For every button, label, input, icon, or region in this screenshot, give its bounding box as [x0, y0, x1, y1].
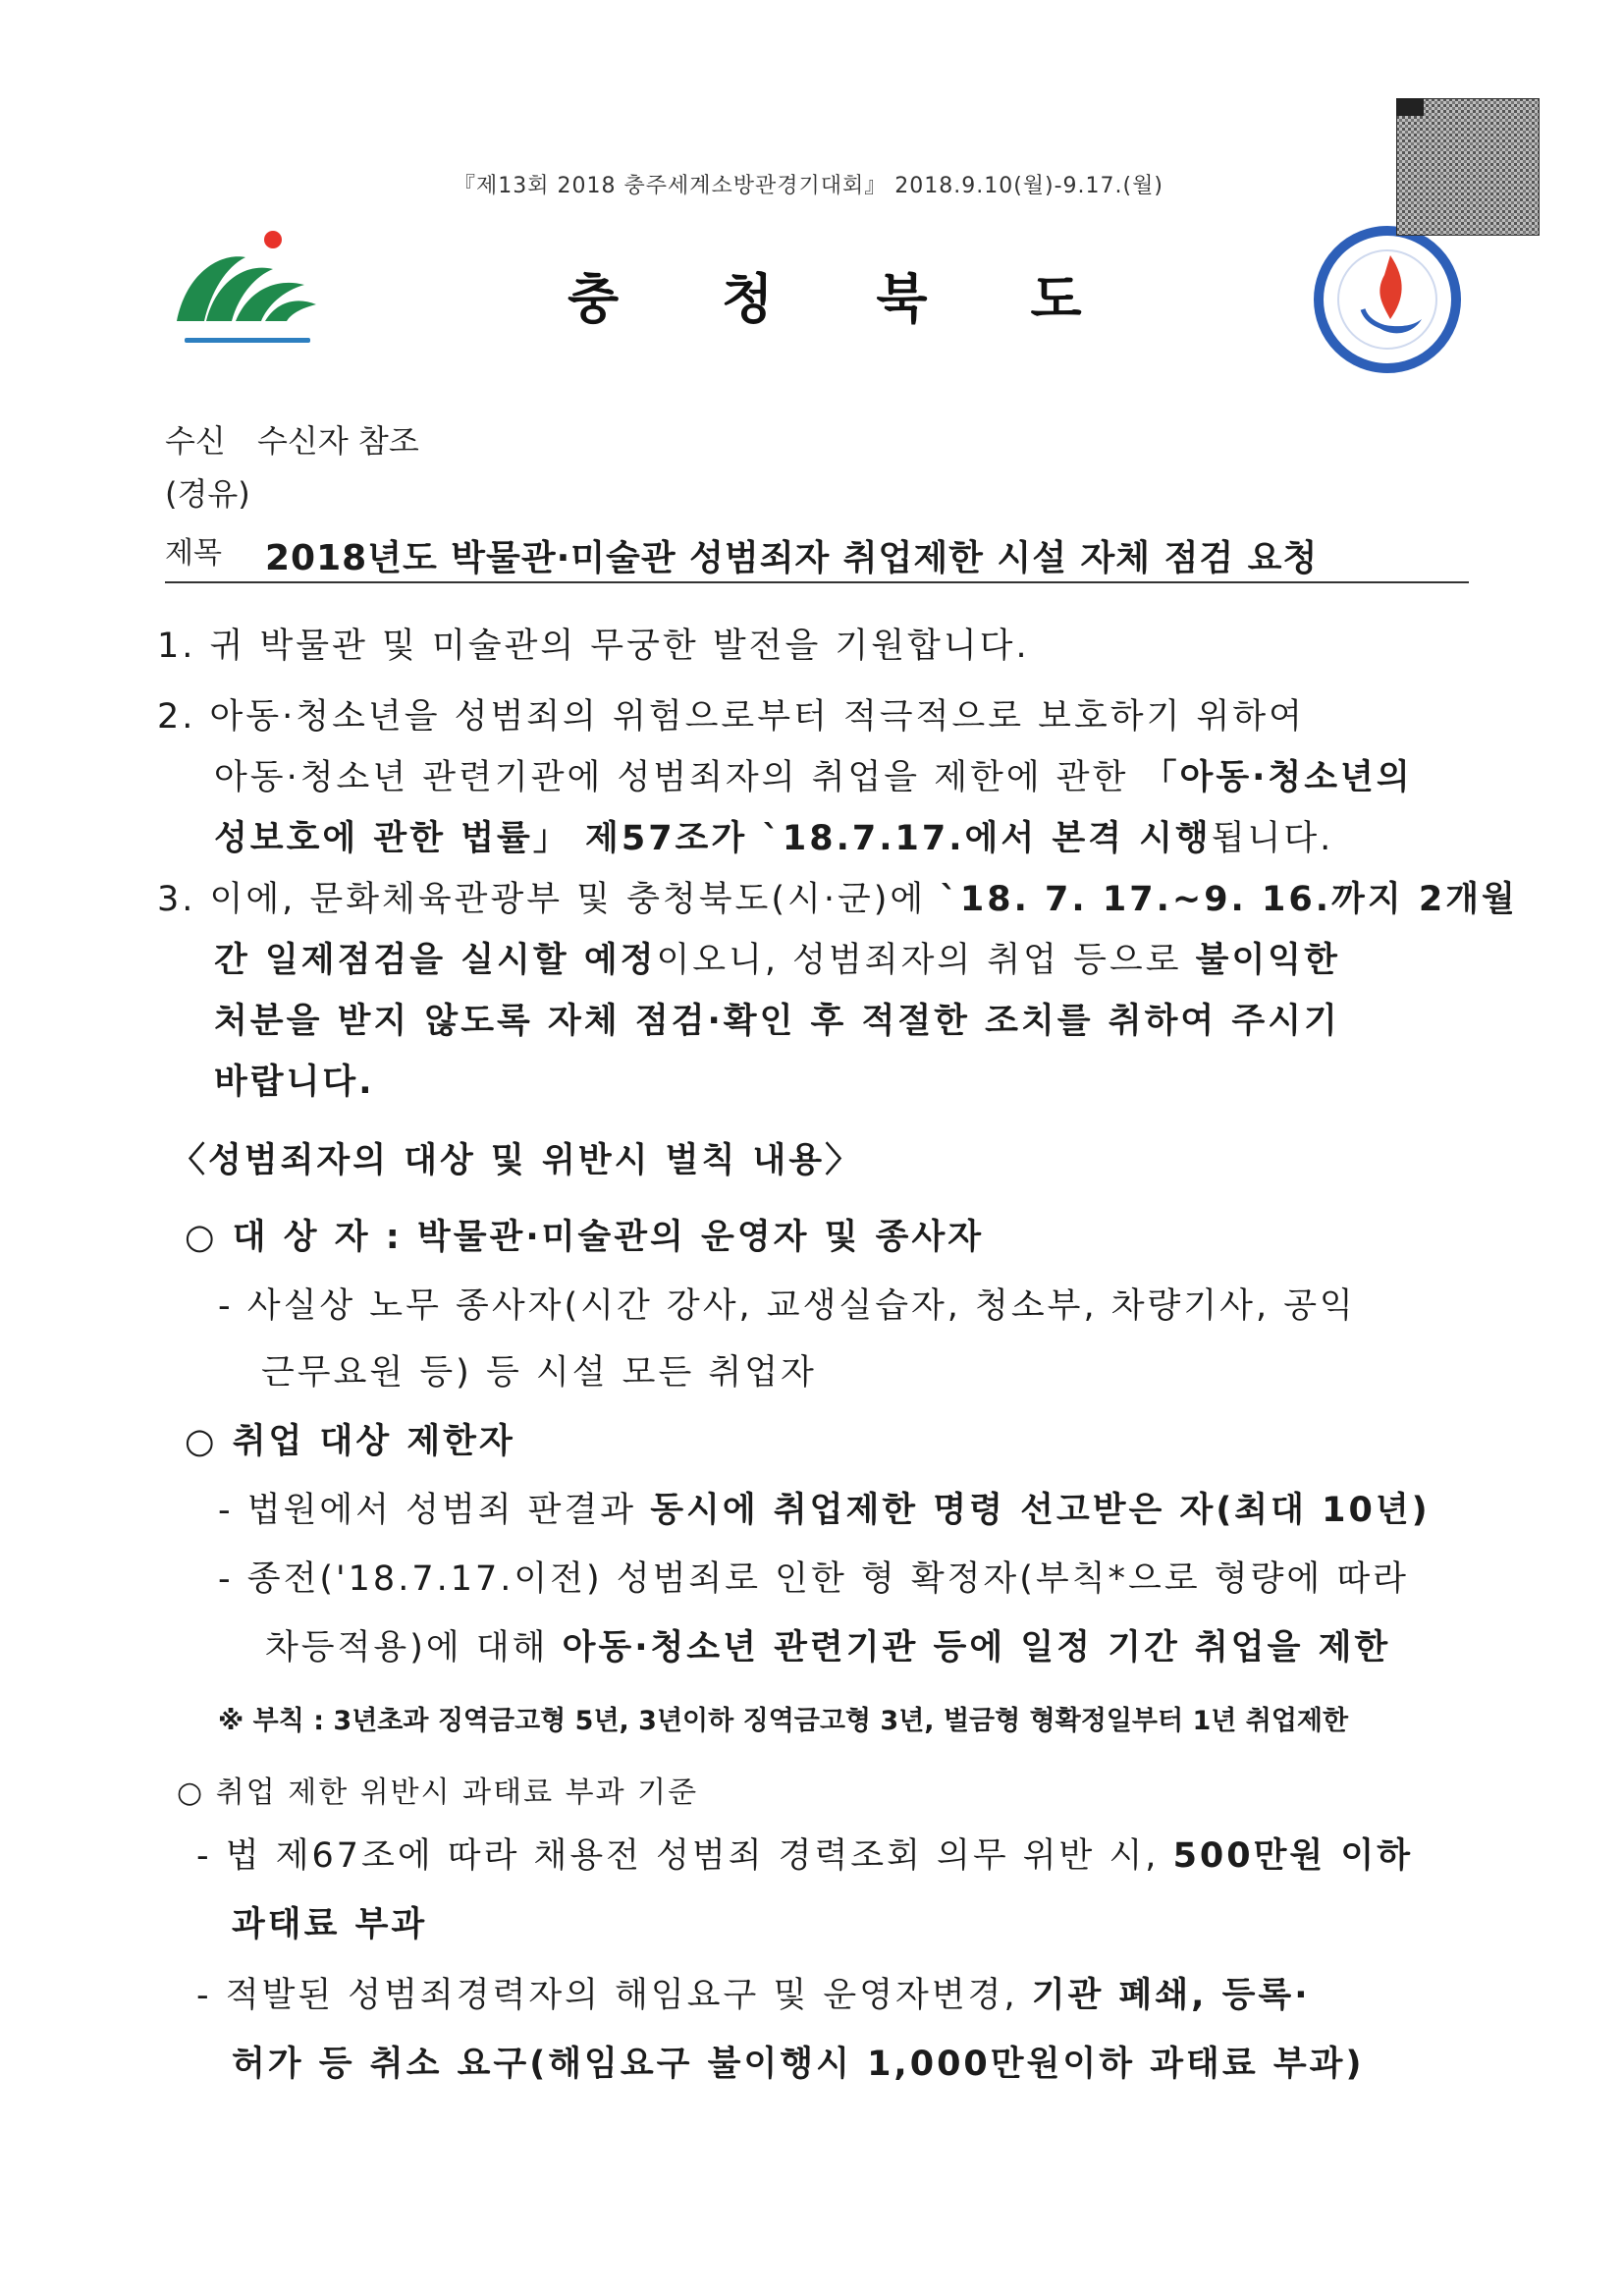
- penalty-heading: ○ 취업 제한 위반시 과태료 부과 기준: [177, 1776, 699, 1810]
- paragraph-3-line-3: 처분을 받지 않도록 자체 점검·확인 후 적절한 조치를 취하여 주시기: [214, 1002, 1340, 1041]
- restricted-line-3: 차등적용)에 대해 아동·청소년 관련기관 등에 일정 기간 취업을 제한: [265, 1628, 1391, 1667]
- event-banner: 『제13회 2018 충주세계소방관경기대회』 2018.9.10(월)-9.17.(월): [454, 174, 1163, 198]
- restricted-line-1: - 법원에서 성범죄 판결과 동시에 취업제한 명령 선고받은 자(최대 10년): [218, 1491, 1431, 1530]
- subject-title: 2018년도 박물관·미술관 성범죄자 취업제한 시설 자체 점검 요청: [265, 538, 1319, 578]
- via-label: (경유): [165, 475, 250, 513]
- restricted-heading: ○ 취업 대상 제한자: [185, 1422, 515, 1461]
- section-title: 〈성범죄자의 대상 및 위반시 벌칙 내용〉: [171, 1141, 863, 1180]
- qr-code: [1396, 98, 1540, 236]
- paragraph-2-line-3: 성보호에 관한 법률」 제57조가 `18.7.17.에서 본격 시행됩니다.: [214, 819, 1334, 858]
- paragraph-3-line-4: 바랍니다.: [214, 1063, 375, 1102]
- restricted-note: ※ 부칙 : 3년초과 징역금고형 5년, 3년이하 징역금고형 3년, 벌금형 형확정일부터 1년 취업제한: [218, 1706, 1349, 1736]
- recipient-label: 수신: [165, 422, 226, 460]
- organization-name: 충청북도: [568, 268, 1185, 330]
- restricted-line-2: - 종전('18.7.17.이전) 성범죄로 인한 형 확정자(부칙*으로 형량에 따라: [218, 1559, 1409, 1599]
- games-emblem: [1314, 226, 1461, 373]
- recipient-value: 수신자 참조: [257, 422, 419, 460]
- target-heading: ○ 대 상 자 : 박물관·미술관의 운영자 및 종사자: [185, 1218, 985, 1257]
- target-line-2: 근무요원 등) 등 시설 모든 취업자: [261, 1353, 817, 1393]
- penalty-line-4: 허가 등 취소 요구(해임요구 불이행시 1,000만원이하 과태료 부과): [232, 2045, 1365, 2084]
- penalty-line-3: - 적발된 성범죄경력자의 해임요구 및 운영자변경, 기관 폐쇄, 등록·: [196, 1976, 1311, 2015]
- subject-underline: [165, 581, 1469, 583]
- target-line-1: - 사실상 노무 종사자(시간 강사, 교생실습자, 청소부, 차량기사, 공익: [218, 1286, 1356, 1326]
- penalty-line-2: 과태료 부과: [232, 1905, 428, 1944]
- subject-label: 제목: [165, 536, 222, 571]
- paragraph-1: 1. 귀 박물관 및 미술관의 무궁한 발전을 기원합니다.: [157, 627, 1030, 666]
- paragraph-2-line-2: 아동·청소년 관련기관에 성범죄자의 취업을 제한에 관한 「아동·청소년의: [214, 758, 1413, 797]
- province-logo: [167, 228, 324, 355]
- paragraph-2-line-1: 2. 아동·청소년을 성범죄의 위험으로부터 적극적으로 보호하기 위하여: [157, 697, 1305, 737]
- penalty-line-1: - 법 제67조에 따라 채용전 성범죄 경력조회 의무 위반 시, 500만원 이하: [196, 1836, 1414, 1876]
- paragraph-3-line-2: 간 일제점검을 실시할 예정이오니, 성범죄자의 취업 등으로 불이익한: [214, 941, 1340, 980]
- paragraph-3-line-1: 3. 이에, 문화체육관광부 및 충청북도(시·군)에 `18. 7. 17.~9. 16.까지 2개월: [157, 880, 1518, 919]
